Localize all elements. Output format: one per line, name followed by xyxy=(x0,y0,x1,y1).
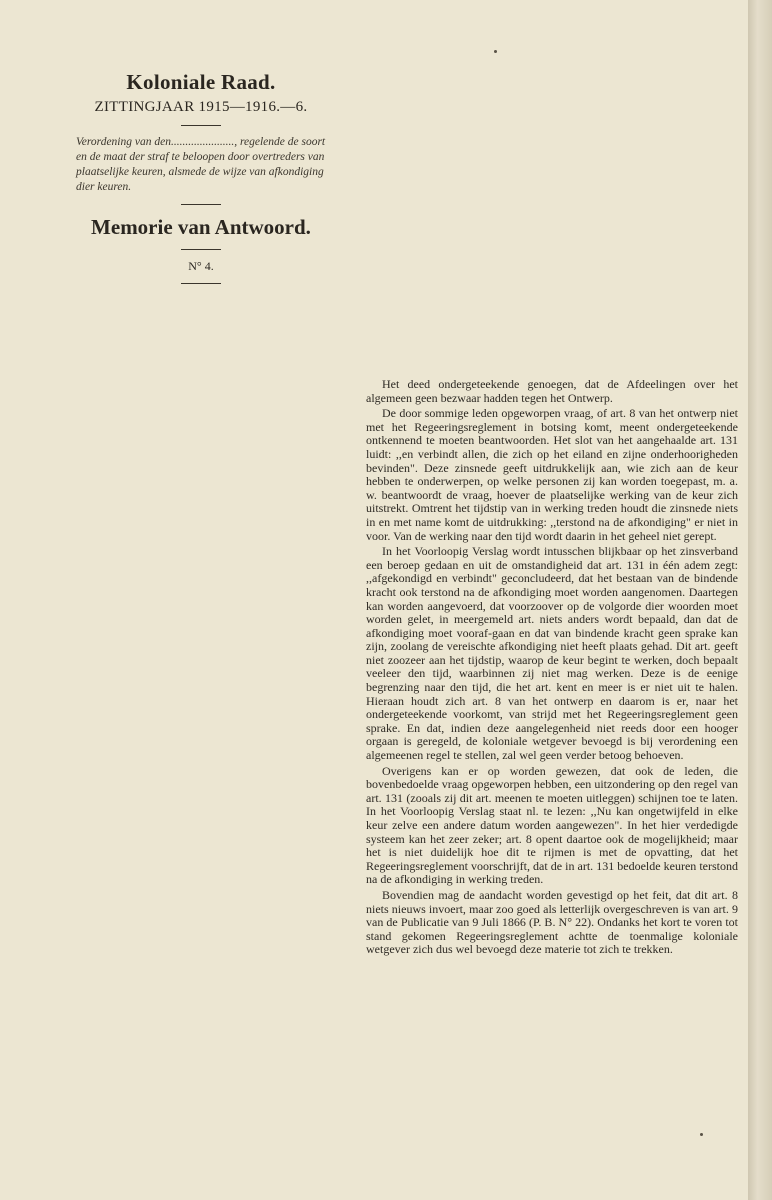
divider xyxy=(181,125,221,126)
paragraph: Bovendien mag de aandacht worden gevestigd op het feit, dat dit art. 8 niets nieuws invoert, maar zoo goed als letterlijk overgeschreven is van art. 9 van de Publicatie van 9 Juli 1866 (P. B. N° 22). Ondanks het kort te voren tot stand gekomen Regeeringsreglement achtte de toenmalige koloniale wetgever zich dus wel bevoegd deze materie tot zich te trekken. xyxy=(366,887,738,957)
document-number: N° 4. xyxy=(188,259,214,273)
council-name: Koloniale Raad. xyxy=(126,70,276,94)
session-year: ZITTINGJAAR 1915—1916.—6. xyxy=(94,99,308,115)
document-title: Memorie van Antwoord. xyxy=(91,215,311,239)
paper-speck xyxy=(700,1133,703,1136)
page-edge xyxy=(748,0,772,1200)
paragraph: De door sommige leden opgeworpen vraag, of art. 8 van het ontwerp niet met het Regeeringsreglement in botsing komt, meent ondergeteekende ontkennend te moeten beantwoorden. Het slot van het aangehaalde art. 131 luidt: ,,en verbindt allen, die zich op het eiland en zijne onderhoorigheden bevinden". Deze zinsnede geeft uitdrukkelijk aan, wie zich aan de keur hebben te onderwerpen, op welke personen zij kan worden toegepast, m. a. w. beantwoordt de vraag, hoever de plaatselijke werking van de keur zich uitstrekt. Omtrent het tijdstip van in werking treden houdt die zinsnede niets in en met name komt de uitdrukking: ,,terstond na de afkondiging" er niet in voor. Van de werking naar den tijd wordt daarin in het geheel niet gerept. xyxy=(366,406,738,543)
paragraph: Overigens kan er op worden gewezen, dat ook de leden, die bovenbedoelde vraag opgeworpen hebben, een uitzondering op den regel van art. 131 (zooals zij dit art. meenen te moeten uitleggen) schijnen toe te laten. In het Voorloopig Verslag staat nl. te lezen: ,,Nu kan ongetwijfeld in elke keur zelve een andere datum worden aangewezen". In het hier verdedigde systeem kan het zeer zeker; art. 8 opent daartoe ook de mogelijkheid; maar het is niet duidelijk hoe dit te rijmen is met de opvatting, dat het Regeeringsreglement voorschrijft, dat de in art. 131 bedoelde keuren terstond na de afkondiging in werking treden. xyxy=(366,763,738,887)
body-text xyxy=(366,378,738,959)
paragraph: Het deed ondergeteekende genoegen, dat de Afdeelingen over het algemeen geen bezwaar hadden tegen het Ontwerp. xyxy=(366,377,738,405)
divider xyxy=(181,249,221,250)
divider xyxy=(181,204,221,205)
paragraph: In het Voorloopig Verslag wordt intusschen blijkbaar op het zinsverband een beroep gedaan en uit de omstandigheid dat art. 131 in één adem zegt: ,,afgekondigd en verbindt" geconcludeerd, dat het bestaan van de bindende kracht ook terstond na de afkondiging moet worden aangenomen. Daartegen kan worden aangevoerd, dat voorzoover op de volgorde dier woorden moet worden gelet, in meergemeld art. niets anders wordt bepaald, dan dat de afkondiging moet vooraf-gaan en dat van bindende kracht geen sprake kan zijn, zoolang de vereischte afkondiging niet heeft plaats gehad. Dit art. geeft niet zoozeer aan het tijdstip, waarop de keur begint te werken, doch bepaalt veeleer den tijd, waarbinnen zij niet mag werken. Deze is de eenige begrenzing naar den tijd, die het art. kent en meer is er niet uit te halen. Hieraan houdt zich art. 8 van het ontwerp en daarom is er, naar het ondergeteekende voorkomt, van strijd met het Regeeringsreglement geen sprake. En dat, indien deze aangelegenheid niet reeds door een hooger orgaan is geregeld, de koloniale wetgever bevoegd is bij verordening een algemeenen regel te stellen, zal wel geen verder betoog behoeven. xyxy=(366,544,738,763)
paper-speck xyxy=(494,50,497,53)
document-header xyxy=(76,70,326,293)
divider xyxy=(181,283,221,284)
subject-line: Verordening van den......................, regelende de soort en de maat der straf te beloopen door overtreders van plaatselijke keuren, alsmede de wijze van afkondiging dier keuren. xyxy=(76,136,326,193)
